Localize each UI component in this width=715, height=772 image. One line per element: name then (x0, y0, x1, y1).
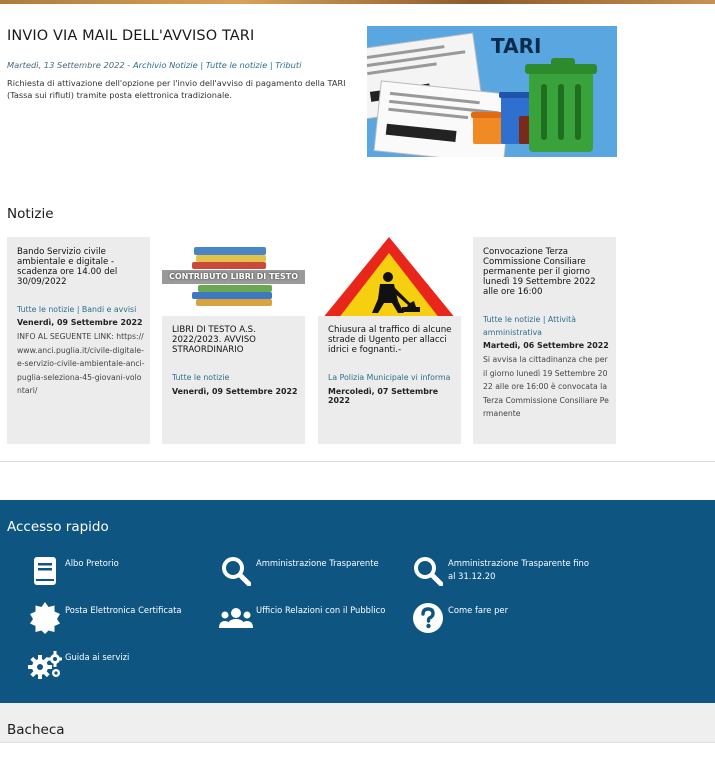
accesso-rapido-section (0, 500, 715, 703)
news-card-title[interactable]: Chiusura al traffico di alcune strade di Ugento per allacci idrici e fognanti.- (328, 325, 452, 355)
news-card[interactable] (7, 237, 150, 444)
featured-news-date: Martedì, 13 Settembre 2022 (7, 60, 125, 70)
news-card-categories[interactable]: La Polizia Municipale vi informa (328, 373, 451, 382)
bacheca-header-bar (0, 703, 715, 743)
news-card-categories[interactable]: Tutte le notizie (172, 373, 230, 382)
tari-image-label: TARI (491, 34, 542, 58)
notizie-section-title: Notizie (7, 206, 54, 222)
quick-link-come-fare-per[interactable] (410, 602, 618, 634)
news-card-date: Venerdì, 09 Settembre 2022 (17, 318, 143, 327)
news-card[interactable] (473, 237, 616, 444)
road-works-icon (318, 237, 461, 316)
news-card-excerpt: Si avvisa la cittadinanza che per il giorno lunedì 19 Settembre 2022 alle ore 16:00 è convocata la Terza Commissione Consiliare Permanente (483, 355, 609, 419)
quick-link-albo-pretorio[interactable] (27, 555, 235, 587)
quick-link-posta-elettronica-certificata[interactable] (27, 602, 235, 634)
featured-news-description: Richiesta di attivazione dell'opzione per l'invio dell'avviso di pagamento della TARI (Tassa sui rifiuti) tramite posta elettronica tradizionale. (7, 78, 346, 100)
featured-news-meta (7, 60, 357, 70)
quick-link-label: Amministrazione Trasparente (256, 558, 379, 568)
news-card-image[interactable] (162, 237, 305, 316)
quick-link-label: Come fare per (448, 605, 509, 615)
news-card-date: Mercoledì, 07 Settembre 2022 (328, 387, 439, 405)
bacheca-section (0, 703, 715, 772)
news-card-excerpt: INFO AL SEGUENTE LINK: https://www.anci.puglia.it/civile-digitale-e-servizio-civile-ambientale-anci-puglia-seleziona-45-giovani-volontari/ (17, 332, 145, 396)
featured-news-meta-separator: - (124, 60, 133, 70)
header-image-strip (0, 0, 715, 4)
news-card-title[interactable]: Bando Servizio civile ambientale e digitale - scadenza ore 14.00 del 30/09/2022 (17, 247, 118, 287)
book-icon (27, 555, 63, 587)
quick-link-guida-ai-servizi[interactable] (27, 649, 235, 681)
bacheca-title: Bacheca (7, 722, 65, 738)
quick-link-label: Guida ai servizi (65, 652, 130, 662)
section-divider (0, 461, 715, 462)
news-card-date: Martedì, 06 Settembre 2022 (483, 341, 609, 350)
news-card-categories[interactable]: Tutte le notizie | Attività amministrativa (483, 315, 577, 337)
news-card-image-label: CONTRIBUTO LIBRI DI TESTO (168, 272, 299, 281)
quick-link-urp[interactable] (218, 602, 426, 634)
quick-link-amministrazione-trasparente[interactable] (218, 555, 426, 587)
gears-icon (27, 649, 63, 681)
quick-link-label: Ufficio Relazioni con il Pubblico (256, 605, 386, 615)
certificate-icon (27, 602, 63, 634)
news-card-title[interactable]: Convocazione Terza Commissione Consiliare permanente per il giorno lunedì 19 Settembre 2022 alle ore 16:00 (483, 247, 596, 297)
featured-news-categories[interactable]: Archivio Notizie | Tutte le notizie | Tributi (132, 60, 302, 70)
news-card[interactable] (162, 237, 305, 444)
featured-news (7, 26, 617, 158)
news-card-image[interactable] (318, 237, 461, 316)
quick-link-label: Posta Elettronica Certificata (65, 605, 182, 615)
news-card-date: Venerdì, 09 Settembre 2022 (172, 387, 298, 396)
question-icon (410, 602, 446, 634)
quick-link-label: Albo Pretorio (65, 558, 119, 568)
search-icon (410, 555, 446, 587)
users-icon (218, 602, 254, 634)
quick-link-amministrazione-trasparente-fino-al-31-12-20[interactable] (410, 555, 598, 587)
featured-news-image[interactable] (367, 26, 617, 157)
search-icon (218, 555, 254, 587)
featured-news-title[interactable]: INVIO VIA MAIL DELL'AVVISO TARI (7, 28, 255, 44)
quick-link-label: Amministrazione Trasparente fino al 31.12.20 (448, 558, 589, 581)
accesso-rapido-title: Accesso rapido (7, 519, 109, 535)
news-card-title[interactable]: LIBRI DI TESTO A.S. 2022/2023. AVVISO STRAORDINARIO (172, 325, 256, 355)
news-card[interactable] (318, 237, 461, 444)
news-card-categories[interactable]: Tutte le notizie | Bandi e avvisi (17, 305, 137, 314)
